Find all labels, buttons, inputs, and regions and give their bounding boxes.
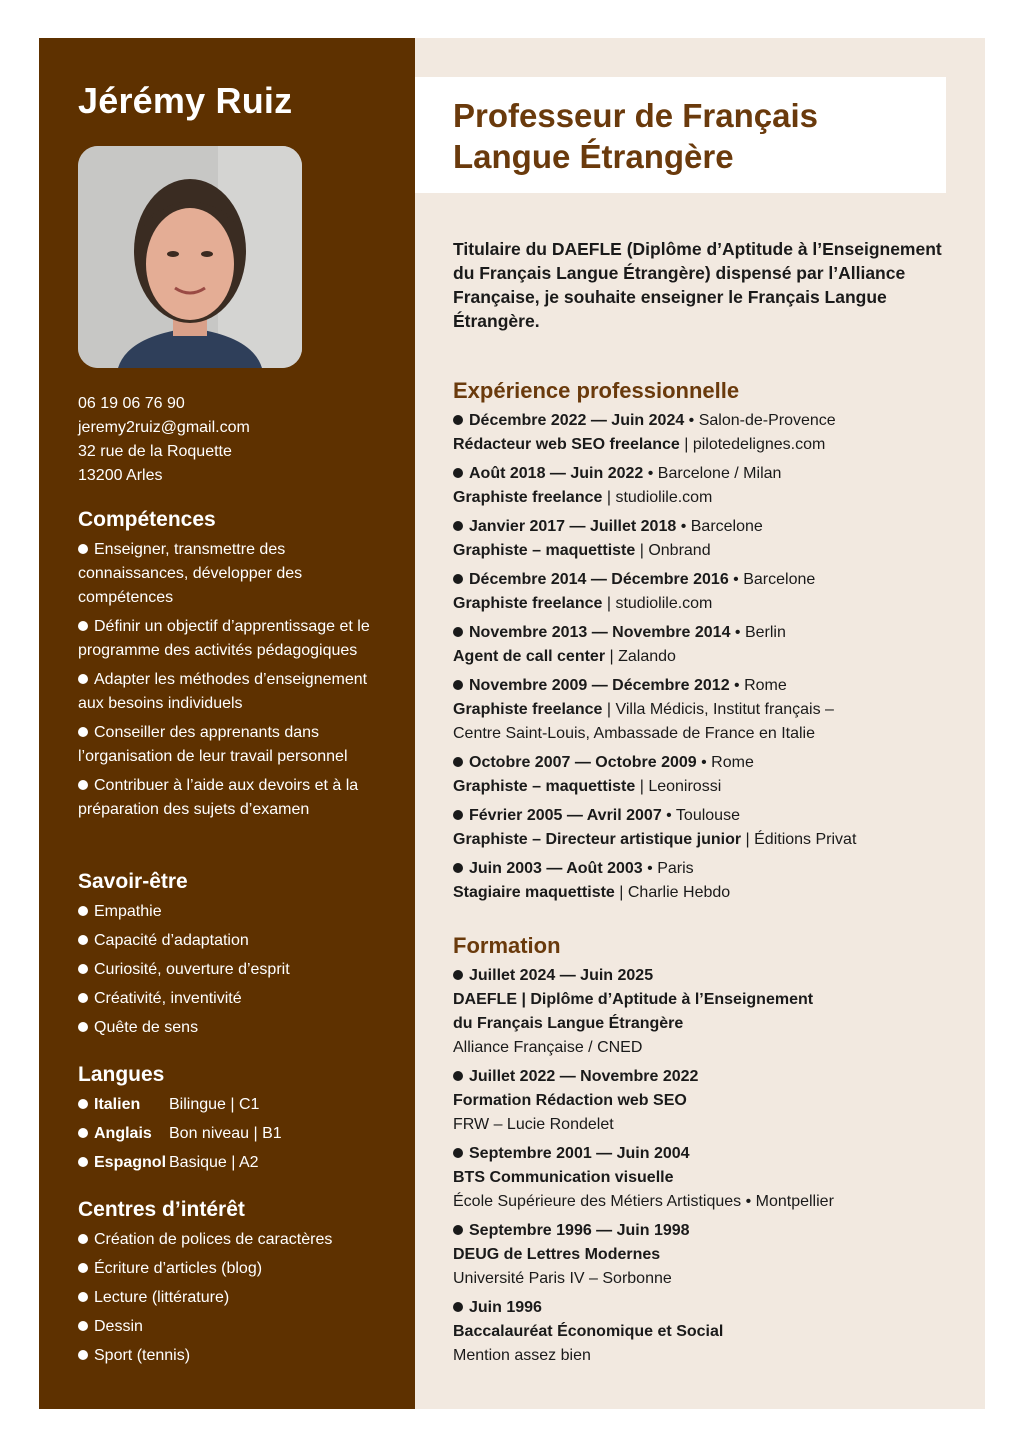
experience-entry: Janvier 2017 — Juillet 2018 • Barcelone Graphiste – maquettiste | Onbrand [453, 518, 763, 559]
bullet-icon [78, 674, 88, 684]
bullet-icon [78, 727, 88, 737]
bullet-icon [453, 1302, 463, 1312]
sidebar [39, 38, 415, 1409]
experience-entry: Décembre 2014 — Décembre 2016 • Barcelone Graphiste freelance | studiolile.com [453, 571, 816, 612]
profile-photo [78, 146, 302, 368]
experience-entry: Novembre 2009 — Décembre 2012 • Rome Graphiste freelance | Villa Médicis, Institut français – Centre Saint-Louis, Ambassade de France en Italie [453, 677, 834, 742]
bullet-icon [453, 574, 463, 584]
street-address: 32 rue de la Roquette [78, 443, 232, 460]
phone: 06 19 06 76 90 [78, 395, 185, 412]
experience-entry: Novembre 2013 — Novembre 2014 • Berlin Agent de call center | Zalando [453, 624, 786, 665]
bullet-icon [78, 964, 88, 974]
language-row: Espagnol Basique | A2 [78, 1151, 395, 1175]
experience-entry: Octobre 2007 — Octobre 2009 • Rome Graphiste – maquettiste | Leonirossi [453, 754, 754, 795]
formation-section [453, 933, 973, 1373]
experience-entry: Août 2018 — Juin 2022 • Barcelone / Milan Graphiste freelance | studiolile.com [453, 465, 782, 506]
experience-entry: Février 2005 — Avril 2007 • Toulouse Graphiste – Directeur artistique junior | Éditions Privat [453, 807, 857, 848]
bullet-icon [453, 757, 463, 767]
bullet-icon [78, 544, 88, 554]
list-item: Curiosité, ouverture d’esprit [78, 958, 395, 982]
bullet-icon [453, 627, 463, 637]
bullet-icon [453, 1148, 463, 1158]
experience-entry: Décembre 2022 — Juin 2024 • Salon-de-Provence Rédacteur web SEO freelance | pilotedelignes.com [453, 412, 836, 453]
bullet-icon [78, 1099, 88, 1109]
job-title-box [415, 77, 946, 193]
bullet-icon [78, 1234, 88, 1244]
list-item: Création de polices de caractères [78, 1228, 395, 1252]
formation-entry: Juillet 2024 — Juin 2025 DAEFLE | Diplôme d’Aptitude à l’Enseignement du Français Langue Étrangère Alliance Française / CNED [453, 967, 814, 1056]
formation-entry: Septembre 1996 — Juin 1998 DEUG de Lettres Modernes Université Paris IV – Sorbonne [453, 1222, 690, 1287]
list-item: Définir un objectif d’apprentissage et le programme des activités pédagogiques [78, 618, 370, 659]
list-item: Conseiller des apprenants dans l’organisation de leur travail personnel [78, 724, 348, 765]
bullet-icon [78, 935, 88, 945]
list-item: Enseigner, transmettre des connaissances, développer des compétences [78, 541, 303, 606]
experience-entry: Juin 2003 — Août 2003 • Paris Stagiaire maquettiste | Charlie Hebdo [453, 860, 731, 901]
bullet-icon [453, 1225, 463, 1235]
bullet-icon [453, 970, 463, 980]
contact-info [78, 392, 250, 488]
competences-section [78, 508, 395, 827]
bullet-icon [453, 810, 463, 820]
list-item: Capacité d’adaptation [78, 929, 395, 953]
list-item: Contribuer à l’aide aux devoirs et à la préparation des sujets d’examen [78, 777, 359, 818]
summary: Titulaire du DAEFLE (Diplôme d’Aptitude à l’Enseignement du Français Langue Étrangère) dispensé par l’Alliance Française, je souhaite enseigner le Français Langue Étrangère. [453, 239, 942, 331]
section-title: Expérience professionnelle [453, 378, 740, 403]
bullet-icon [78, 1157, 88, 1167]
section-title: Formation [453, 933, 561, 958]
interets-section [78, 1198, 395, 1373]
section-title: Centres d’intérêt [78, 1198, 245, 1221]
main-content [415, 38, 985, 1409]
section-title: Langues [78, 1063, 165, 1086]
bullet-icon [453, 468, 463, 478]
section-title: Savoir-être [78, 870, 188, 893]
language-row: Anglais Bon niveau | B1 [78, 1122, 395, 1146]
bullet-icon [453, 1071, 463, 1081]
bullet-icon [78, 1350, 88, 1360]
list-item: Dessin [78, 1315, 395, 1339]
email[interactable]: jeremy2ruiz@gmail.com [78, 419, 250, 436]
language-row: Italien Bilingue | C1 [78, 1093, 395, 1117]
bullet-icon [78, 993, 88, 1003]
bullet-icon [78, 1022, 88, 1032]
bullet-icon [78, 1292, 88, 1302]
formation-entry: Septembre 2001 — Juin 2004 BTS Communication visuelle École Supérieure des Métiers Artistiques • Montpellier [453, 1145, 834, 1210]
section-title: Compétences [78, 508, 216, 531]
formation-entry: Juillet 2022 — Novembre 2022 Formation Rédaction web SEO FRW – Lucie Rondelet [453, 1068, 699, 1133]
bullet-icon [78, 621, 88, 631]
bullet-icon [78, 1128, 88, 1138]
list-item: Lecture (littérature) [78, 1286, 395, 1310]
list-item: Adapter les méthodes d’enseignement aux besoins individuels [78, 671, 368, 712]
list-item: Sport (tennis) [78, 1344, 395, 1368]
experience-section [453, 378, 973, 910]
bullet-icon [453, 680, 463, 690]
list-item: Quête de sens [78, 1016, 395, 1040]
bullet-icon [78, 906, 88, 916]
candidate-name: Jérémy Ruiz [78, 80, 293, 121]
list-item: Écriture d’articles (blog) [78, 1257, 395, 1281]
bullet-icon [78, 1321, 88, 1331]
savoir-etre-section [78, 870, 395, 1045]
bullet-icon [453, 415, 463, 425]
langues-section [78, 1063, 395, 1180]
bullet-icon [453, 521, 463, 531]
bullet-icon [78, 780, 88, 790]
formation-entry: Juin 1996 Baccalauréat Économique et Social Mention assez bien [453, 1299, 724, 1364]
job-title: Professeur de Français Langue Étrangère [453, 97, 818, 175]
bullet-icon [453, 863, 463, 873]
city: 13200 Arles [78, 467, 163, 484]
list-item: Empathie [78, 900, 395, 924]
bullet-icon [78, 1263, 88, 1273]
list-item: Créativité, inventivité [78, 987, 395, 1011]
